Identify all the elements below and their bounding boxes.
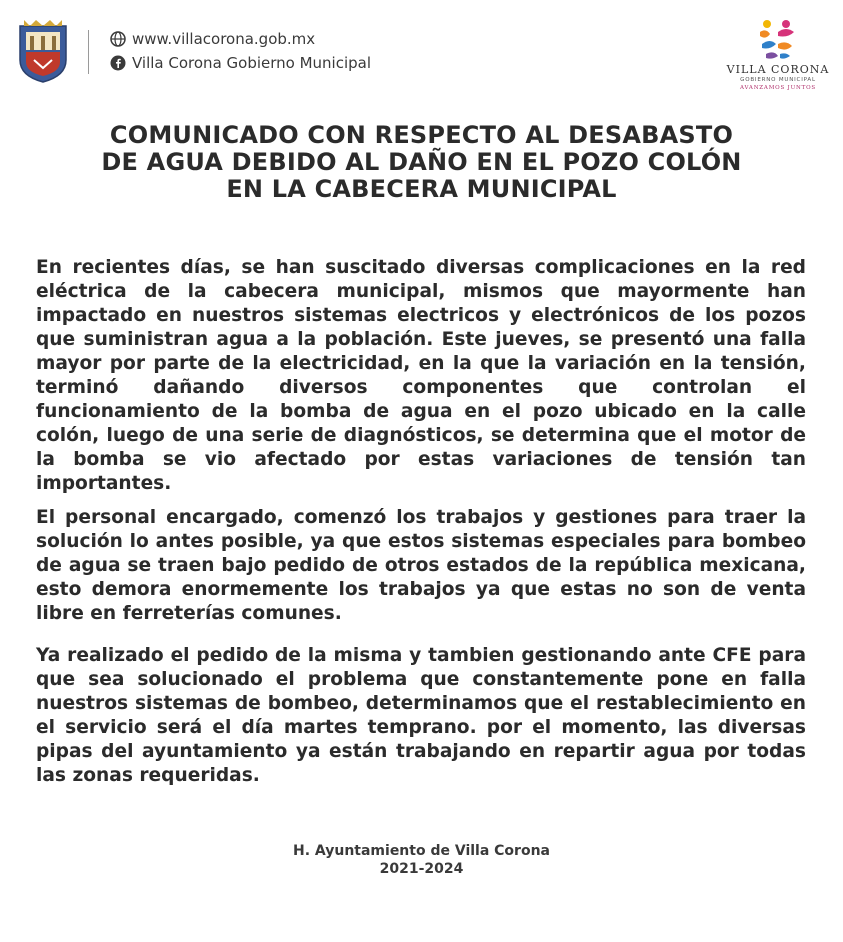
title-line-2: DE AGUA DEBIDO AL DAÑO EN EL POZO COLÓN xyxy=(101,148,742,176)
facebook-link[interactable]: Villa Corona Gobierno Municipal xyxy=(132,54,372,72)
paragraph-1: En recientes días, se han suscitado diversas complicaciones en la red eléctrica de la cabecera municipal, mismos que mayormente han impactado en nuestros sistemas electricos y electrónicos de los pozos que suministran agua a la población. Este jueves, se presentó una falla mayor por parte de la electricidad, en la que la variación en la tensión, terminó dañando diversos componentes que controlan el funcionamiento de la bomba de agua en el pozo ubicado en la calle colón, luego de una serie de diagnósticos, se determina que el motor de la bomba se vio afectado por estas variaciones de tensión tan importantes. xyxy=(36,257,806,494)
signature-line-2: 2021-2024 xyxy=(379,861,464,877)
paragraph-2: El personal encargado, comenzó los trabajos y gestiones para traer la solución lo antes posible, ya que estos sistemas especiales para bombeo de agua se traen bajo pedido de otros estados de la república mexicana, esto demora enormemente los trabajos ya que estas no son de venta libre en ferreterías comunes. xyxy=(36,507,806,624)
title-line-3: EN LA CABECERA MUNICIPAL xyxy=(226,175,617,203)
villa-corona-brand xyxy=(726,18,830,94)
municipal-crest-icon xyxy=(16,16,70,84)
website-row[interactable] xyxy=(110,27,371,51)
brand-name: VILLA CORONA xyxy=(726,63,830,76)
website-link[interactable]: www.villacorona.gob.mx xyxy=(132,30,316,48)
facebook-icon xyxy=(110,55,126,71)
globe-icon xyxy=(110,31,126,47)
communique-title xyxy=(40,122,803,203)
header xyxy=(0,0,843,110)
brand-tagline: AVANZAMOS JUNTOS xyxy=(740,85,816,91)
header-divider xyxy=(88,30,89,74)
communique-body xyxy=(36,256,806,798)
signature xyxy=(0,842,843,878)
facebook-row[interactable] xyxy=(110,51,371,75)
paragraph-3: Ya realizado el pedido de la misma y tambien gestionando ante CFE para que sea solucionado el problema que constantemente pone en falla nuestros sistemas de bombeo, determinamos que el restablecimiento en el servicio será el día martes temprano. por el momento, las diversas pipas del ayuntamiento ya están trabajando en repartir agua por todas las zonas requeridas. xyxy=(36,645,806,786)
brand-subtitle: GOBIERNO MUNICIPAL xyxy=(740,77,816,83)
title-line-1: COMUNICADO CON RESPECTO AL DESABASTO xyxy=(109,121,734,149)
signature-line-1: H. Ayuntamiento de Villa Corona xyxy=(292,843,550,859)
contact-info xyxy=(110,27,371,75)
villa-corona-logo-icon xyxy=(756,18,798,62)
